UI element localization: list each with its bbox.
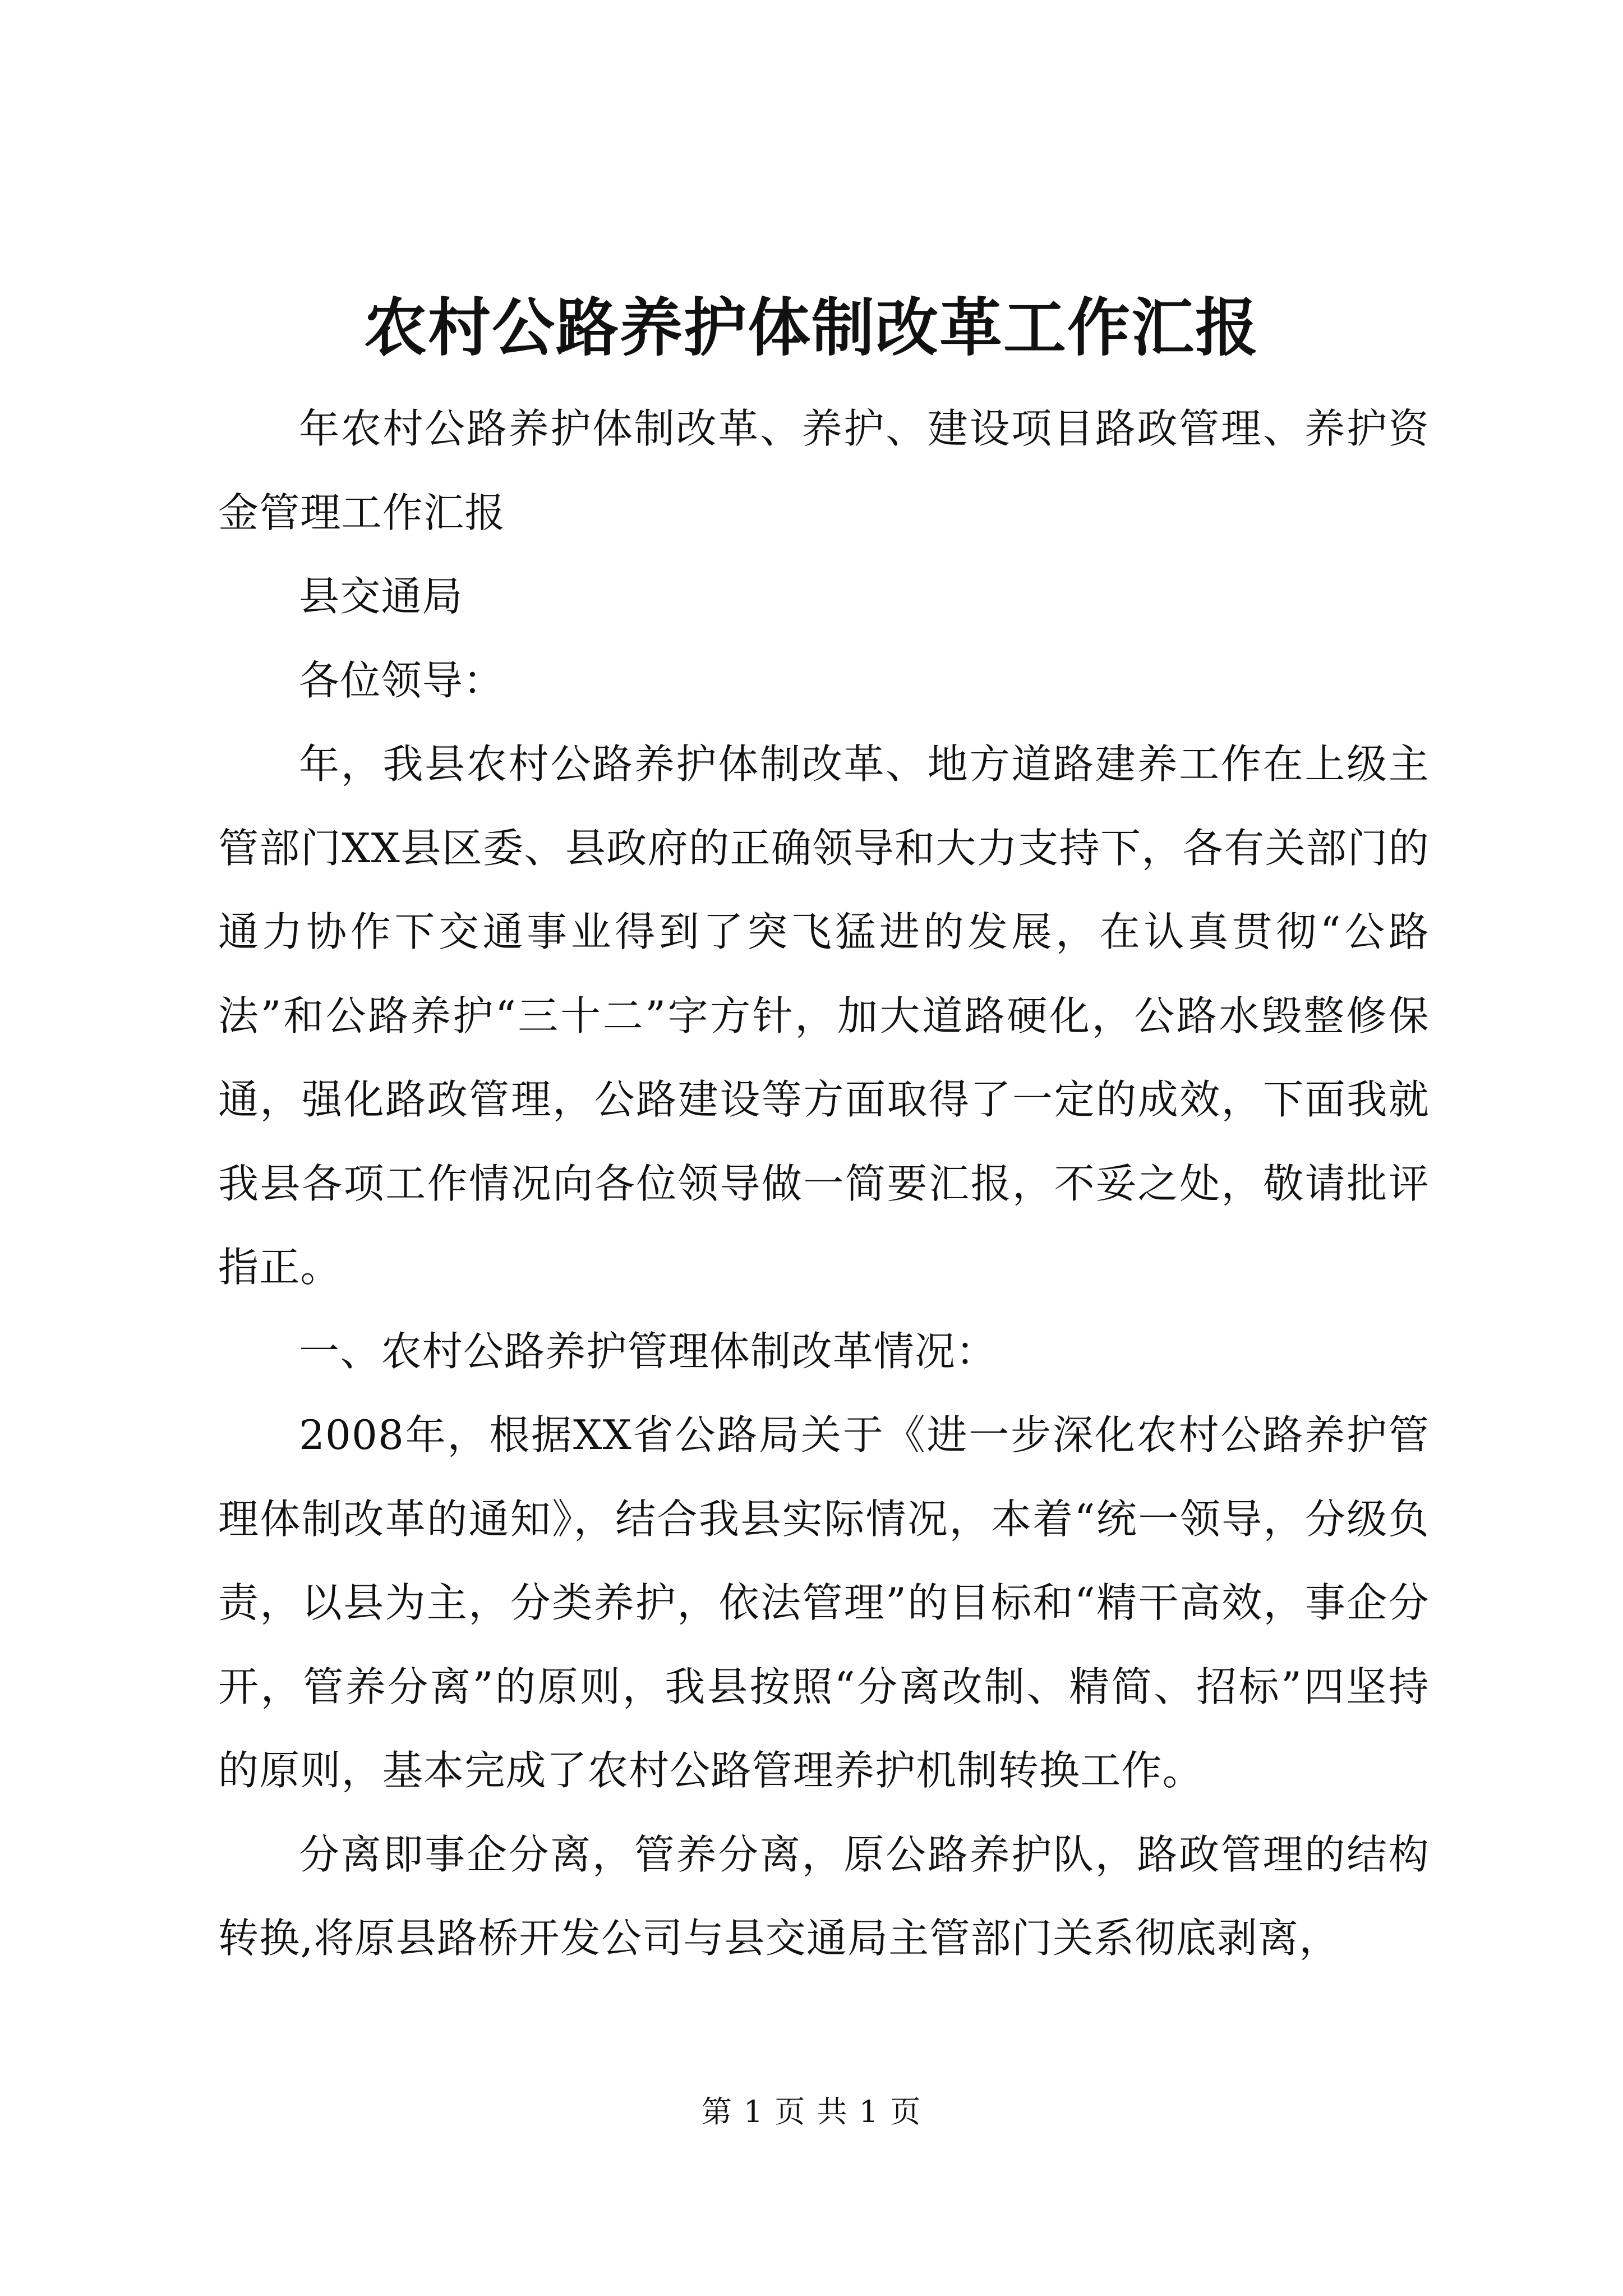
page-footer: 第 1 页 共 1 页 xyxy=(701,2094,922,2129)
document-title: 农村公路养护体制改革工作汇报 xyxy=(364,291,1259,365)
section-heading-1: 一、农村公路养护管理体制改革情况： xyxy=(299,1327,997,1375)
document-body xyxy=(218,387,1430,1981)
paragraph-2008-reform: 2008年，根据XX省公路局关于《进一步深化农村公路养护管理体制改革的通知》，结合我县实际情况，本着“统一领导，分级负责，以县为主，分类养护，依法管理”的目标和“精干高效，事企分开，管养分离”的原则，我县按照“分离改制、精简、招标”四坚持的原则，基本完成了农村公路管理养护机制转换工作。 xyxy=(218,1411,1430,1794)
paragraph-department: 县交通局 xyxy=(299,573,463,620)
paragraph-subtitle: 年农村公路养护体制改革、养护、建设项目路政管理、养护资金管理工作汇报 xyxy=(218,405,1430,536)
paragraph-introduction: 年，我县农村公路养护体制改革、地方道路建养工作在上级主管部门XX县区委、县政府的正确领导和大力支持下，各有关部门的通力协作下交通事业得到了突飞猛进的发展，在认真贯彻“公路法”和公路养护“三十二”字方针，加大道路硬化，公路水毁整修保通，强化路政管理，公路建设等方面取得了一定的成效，下面我就我县各项工作情况向各位领导做一简要汇报，不妥之处，敬请批评指正。 xyxy=(218,740,1430,1291)
paragraph-salutation: 各位领导： xyxy=(299,656,505,704)
paragraph-separation: 分离即事企分离，管养分离，原公路养护队，路政管理的结构转换,将原县路桥开发公司与县交通局主管部门关系彻底剥离， xyxy=(218,1830,1430,1962)
